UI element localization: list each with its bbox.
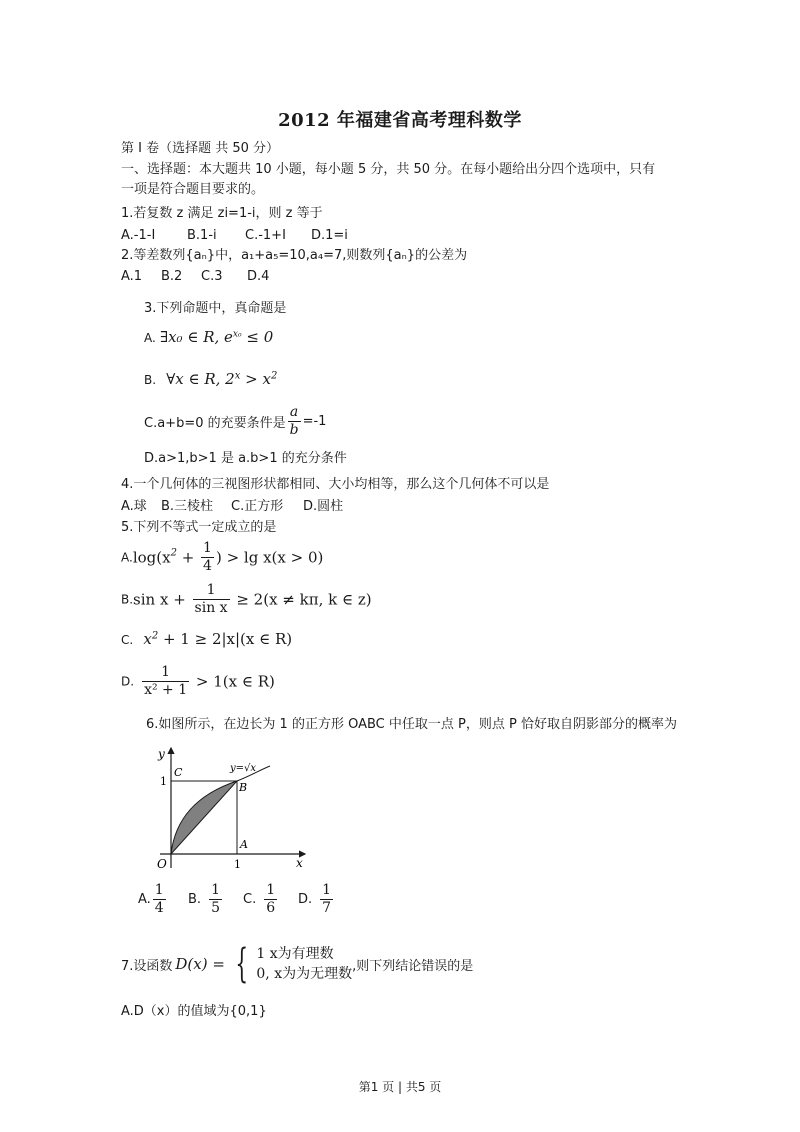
q6-option-num: 1 — [266, 882, 276, 898]
page-title: 2012 年福建省高考理科数学 — [278, 110, 522, 131]
origin-label: O — [157, 857, 167, 871]
q2-option: B.2 — [161, 269, 183, 284]
q6-option-label: A. — [138, 892, 151, 907]
q5-option-d — [121, 664, 275, 699]
q4-option: A.球 — [121, 499, 147, 514]
y-label: y — [158, 747, 165, 761]
q7-case-2: 0, x为为无理数 — [256, 966, 353, 982]
q5-c-label: C. — [121, 633, 134, 647]
q6-option-den: 7 — [322, 900, 332, 916]
q7-func: D(x) = — [175, 955, 225, 973]
q5-a-sq: 2 — [170, 547, 177, 559]
point-b-label: B — [239, 781, 248, 794]
q3-option-c — [144, 404, 326, 439]
y-tick-1: 1 — [160, 775, 167, 788]
q7-post: ,则下列结论错误的是 — [352, 958, 474, 974]
q3-b-sup1: x — [234, 370, 241, 382]
page-footer: 第1 页 | 共5 页 — [358, 1080, 442, 1094]
q4-options — [121, 498, 343, 516]
q3-stem: 3.下列命题中，真命题是 — [144, 301, 287, 316]
q3-a-label: A. — [144, 331, 156, 345]
q5-d-tail: > 1(x ∈ R) — [191, 672, 275, 691]
q3-option-d: D.a>1,b>1 是 a.b>1 的充分条件 — [144, 451, 347, 466]
q5-c-tail: + 1 ≥ 2|x|(x ∈ R) — [158, 630, 293, 648]
q3-b-mid: > x — [240, 370, 271, 388]
q4-option: D.圆柱 — [303, 499, 344, 514]
q2-option: C.3 — [201, 269, 223, 284]
q5-stem: 5.下列不等式一定成立的是 — [121, 520, 277, 535]
q4-option: B.三棱柱 — [161, 499, 214, 514]
instruction-line-1: 一、选择题：本大题共 10 小题，每小题 5 分，共 50 分。在每小题给出分四个选项中，只有 — [121, 162, 656, 177]
instruction-line-2: 一项是符合题目要求的。 — [121, 182, 265, 197]
q5-b-pre: sin x + — [133, 590, 191, 609]
q3-b-label: B. — [144, 373, 157, 387]
q7-pre: 7.设函数 — [121, 958, 173, 974]
curve-label: y=√x — [230, 763, 257, 774]
q6-option-num: 1 — [154, 882, 164, 898]
x-tick-1: 1 — [234, 858, 241, 871]
q5-d-label: D. — [121, 674, 135, 689]
q6-option-den: 5 — [211, 900, 220, 916]
q6-stem: 6.如图所示，在边长为 1 的正方形 OABC 中任取一点 P，则点 P 恰好取自阴影部分的概率为 — [146, 717, 677, 732]
q5-b-tail: ≥ 2(x ≠ kπ, k ∈ z) — [231, 590, 372, 609]
q7-stem — [121, 941, 474, 987]
q6-option-num: 1 — [211, 882, 220, 898]
q5-option-a — [121, 540, 323, 575]
q5-option-c — [121, 630, 292, 648]
q2-option: A.1 — [121, 269, 143, 284]
q5-option-b — [121, 582, 372, 617]
q3-c-text: C.a+b=0 的充要条件是 — [144, 416, 286, 431]
q6-option-c — [243, 882, 298, 917]
q2-option: D.4 — [247, 269, 270, 284]
q5-d-den: x² + 1 — [144, 682, 188, 698]
q4-stem: 4.一个几何体的三视图形状都相同、大小均相等，那么这个几何体不可以是 — [121, 477, 550, 492]
q7-cases — [256, 944, 352, 984]
q2-stem: 2.等差数列{aₙ}中，a₁+a₅=10,a₄=7,则数列{aₙ}的公差为 — [121, 248, 468, 263]
shaded-region — [171, 781, 237, 854]
q6-option-den: 4 — [154, 900, 164, 916]
q3-b-sup2: 2 — [270, 370, 278, 382]
q6-figure — [140, 740, 320, 875]
q7-option-a: A.D（x）的值域为{0,1} — [121, 1004, 267, 1019]
q2-options — [121, 268, 269, 286]
q3-option-a — [144, 328, 273, 346]
q4-option: C.正方形 — [231, 499, 284, 514]
q5-b-label: B. — [121, 592, 134, 607]
q6-option-label: D. — [298, 892, 313, 907]
q3-a-tail: ≤ 0 — [241, 328, 274, 346]
q3-c-tail: =-1 — [302, 414, 327, 429]
section-heading: 第 I 卷（选择题 共 50 分） — [121, 141, 280, 156]
point-a-label: A — [240, 838, 248, 851]
q5-a-num: 1 — [203, 540, 212, 556]
q7-brace: { — [235, 941, 249, 987]
q1-option: D.1=i — [311, 228, 348, 243]
q5-a-den: 4 — [203, 558, 212, 574]
q3-a-sup: x₀ — [232, 329, 242, 340]
q6-options — [138, 882, 335, 917]
q5-c-sq: 2 — [151, 630, 159, 642]
q6-option-b — [188, 882, 243, 917]
q6-option-num: 1 — [322, 882, 332, 898]
q5-a-plus: + — [176, 548, 200, 567]
q5-b-num: 1 — [193, 582, 230, 600]
q5-d-num: 1 — [142, 664, 189, 682]
q3-option-b — [144, 370, 277, 388]
q5-a-tail: ) > lg x(x > 0) — [215, 548, 324, 567]
q3-c-den: b — [289, 422, 299, 438]
q6-option-a — [138, 882, 188, 917]
q3-c-num: a — [288, 404, 301, 422]
q1-stem: 1.若复数 z 满足 zi=1-i，则 z 等于 — [121, 206, 323, 221]
q7-case-1: 1 x为有理数 — [256, 946, 334, 962]
point-c-label: C — [174, 766, 183, 779]
q5-c-expr: x — [143, 630, 152, 648]
q6-option-label: C. — [243, 892, 257, 907]
q3-b-expr: ∀x ∈ R, 2 — [166, 370, 235, 388]
q5-a-pre: log(x — [132, 548, 171, 567]
q1-option: B.1-i — [187, 228, 217, 243]
q1-options — [121, 227, 348, 245]
q1-option: C.-1+I — [245, 228, 286, 243]
q6-option-den: 6 — [266, 900, 276, 916]
q1-option: A.-1-I — [121, 228, 156, 243]
q6-option-label: B. — [188, 892, 202, 907]
q3-a-expr: ∃x₀ ∈ R, e — [159, 328, 233, 346]
q6-option-d — [298, 882, 335, 917]
q5-b-den: sin x — [194, 600, 228, 616]
q5-a-label: A. — [121, 550, 133, 565]
x-label: x — [296, 856, 303, 870]
